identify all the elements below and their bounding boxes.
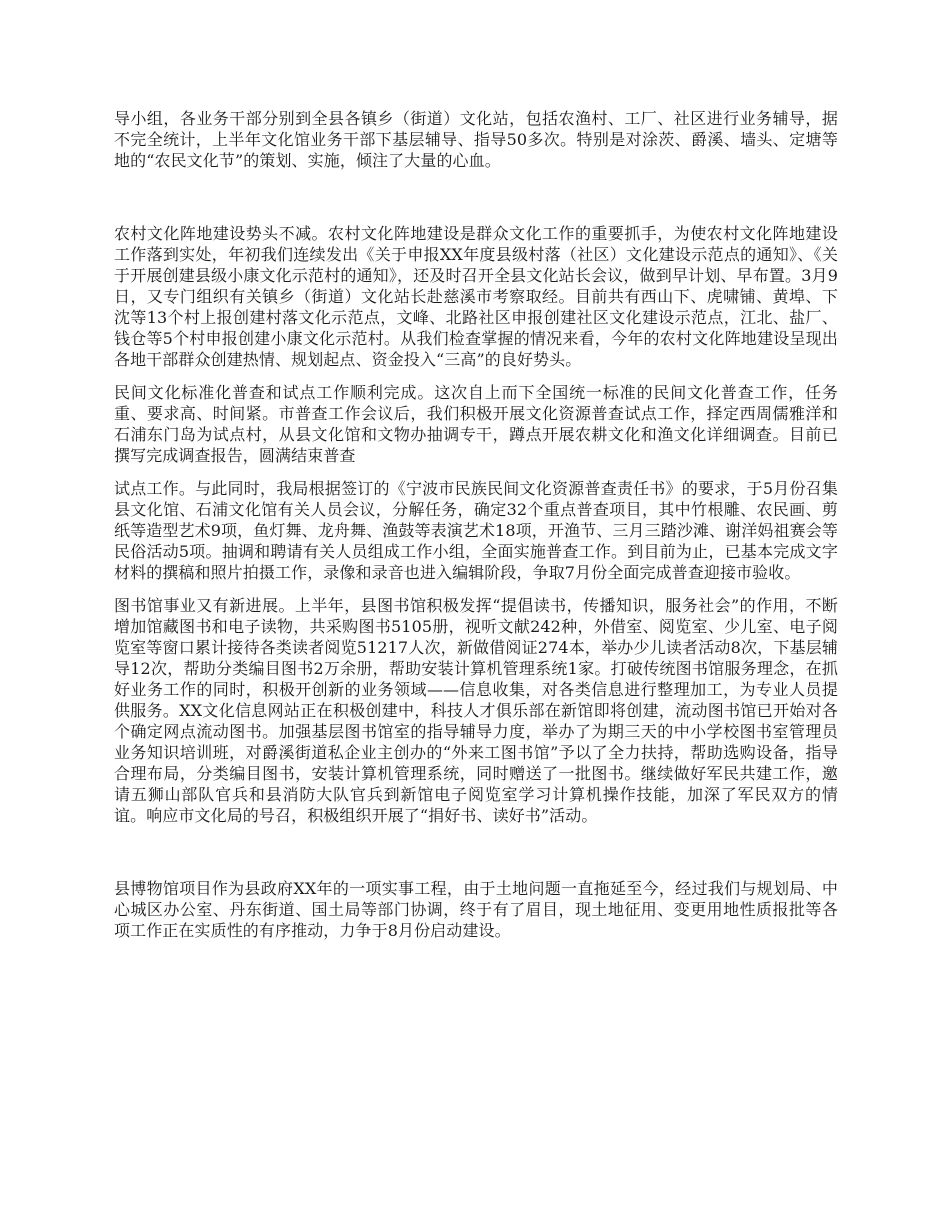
paragraph-museum: 县博物馆项目作为县政府XX年的一项实事工程，由于土地问题一直拖延至今，经过我们与规划局、中心城区办公室、丹东街道、国土局等部门协调，终于有了眉目，现土地征用、变更用地性质报批等各项工作正在实质性的有序推动，力争于8月份启动建设。 — [114, 879, 838, 940]
paragraph-pilot-work: 试点工作。与此同时，我局根据签订的《宁波市民族民间文化资源普查责任书》的要求，于5月份召集县文化馆、石浦文化馆有关人员会议，分解任务，确定32个重点普查项目，其中竹根雕、农民画、剪纸等造型艺术9项，鱼灯舞、龙舟舞、渔鼓等表演艺术18项，开渔节、三月三踏沙滩、谢洋妈祖赛会等民俗活动5项。抽调和聘请有关人员组成工作小组，全面实施普查工作。到目前为止，已基本完成文字材料的撰稿和照片拍摄工作，录像和录音也进入编辑阶段，争取7月份全面完成普查迎接市验收。 — [114, 479, 838, 582]
paragraph-spacer — [114, 466, 838, 478]
paragraph-library: 图书馆事业又有新进展。上半年，县图书馆积极发挥“提倡读书，传播知识，服务社会”的作用，不断增加馆藏图书和电子读物，共采购图书5105册，视听文献242种，外借室、阅览室、少儿室、电子阅览室等窗口累计接待各类读者阅览51217人次，新做借阅证274本，举办少儿读者活动8次，下基层辅导12次，帮助分类编目图书2万余册，帮助安装计算机管理系统1家。打破传统图书馆服务理念，在抓好业务工作的同时，积极开创新的业务领域——信息收集，对各类信息进行整理加工，为专业人员提供服务。XX文化信息网站正在积极创建中，科技人才俱乐部在新馆即将创建，流动图书馆已开始对各个确定网点流动图书。加强基层图书馆室的指导辅导力度，举办了为期三天的中小学校图书室管理员业务知识培训班，对爵溪街道私企业主创办的“外来工图书馆”予以了全力扶持，帮助选购设备，指导合理布局，分类编目图书，安装计算机管理系统，同时赠送了一批图书。继续做好军民共建工作，邀请五狮山部队官兵和县消防大队官兵到新馆电子阅览室学习计算机操作技能，加深了军民双方的情谊。响应市文化局的号召，积极组织开展了“捐好书、读好书”活动。 — [114, 596, 838, 825]
paragraph-spacer — [114, 583, 838, 595]
paragraph-spacer — [114, 171, 838, 223]
paragraph-spacer — [114, 370, 838, 382]
paragraph-folk-culture-survey: 民间文化标准化普查和试点工作顺利完成。这次自上而下全国统一标准的民间文化普查工作，任务重、要求高、时间紧。市普查工作会议后，我们积极开展文化资源普查试点工作，择定西周儒雅洋和石浦东门岛为试点村，从县文化馆和文物办抽调专干，蹲点开展农耕文化和渔文化详细调查。目前已撰写完成调查报告，圆满结束普查 — [114, 383, 838, 465]
paragraph-rural-culture: 农村文化阵地建设势头不减。农村文化阵地建设是群众文化工作的重要抓手，为使农村文化阵地建设工作落到实处，年初我们连续发出《关于申报XX年度县级村落（社区）文化建设示范点的通知》、《关于开展创建县级小康文化示范村的通知》，还及时召开全县文化站长会议，做到早计划、早布置。3月9日，又专门组织有关镇乡（街道）文化站长赴慈溪市考察取经。目前共有西山下、虎啸铺、黄埠、下沈等13个村上报创建村落文化示范点，文峰、北路社区申报创建社区文化建设示范点，江北、盐厂、钱仓等5个村申报创建小康文化示范村。从我们检查掌握的情况来看，今年的农村文化阵地建设呈现出各地干部群众创建热情、规划起点、资金投入“三高”的良好势头。 — [114, 224, 838, 369]
paragraph-spacer — [114, 826, 838, 878]
document-body — [114, 108, 838, 941]
paragraph-guidance: 导小组，各业务干部分别到全县各镇乡（街道）文化站，包括农渔村、工厂、社区进行业务辅导，据不完全统计，上半年文化馆业务干部下基层辅导、指导50多次。特别是对涂茨、爵溪、墙头、定塘等地的“农民文化节”的策划、实施，倾注了大量的心血。 — [114, 109, 838, 170]
